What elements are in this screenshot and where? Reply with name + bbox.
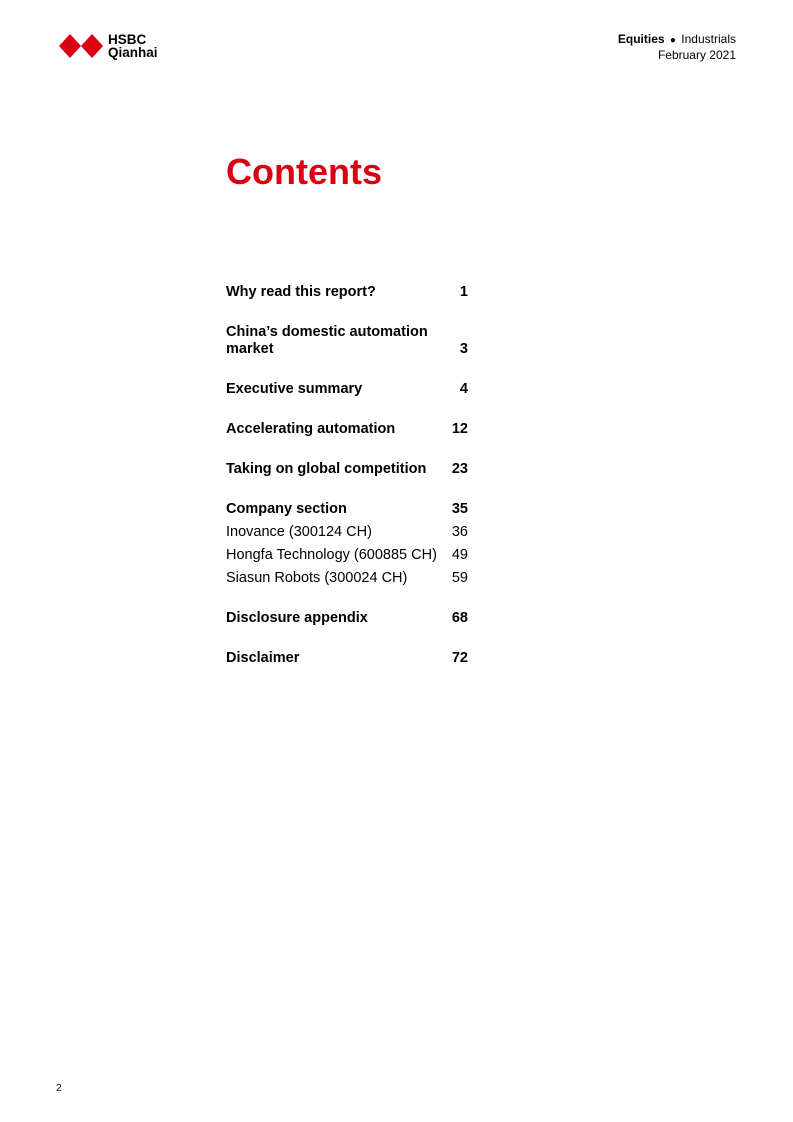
header-separator: ●: [669, 35, 676, 46]
report-header: [618, 32, 736, 63]
toc-entry-page: 72: [451, 650, 468, 666]
report-sector: Industrials: [681, 32, 736, 46]
toc-entry-page: 49: [451, 547, 468, 563]
toc-entry-page: 36: [451, 524, 468, 540]
toc-entry-label: Company section: [226, 501, 347, 517]
toc-entry-label: Why read this report?: [226, 283, 376, 300]
toc-entry[interactable]: [226, 461, 468, 479]
toc-entry-page: 23: [451, 461, 468, 477]
toc-entry[interactable]: [226, 610, 468, 628]
toc-subentry[interactable]: [226, 570, 468, 588]
toc-entry-page: 12: [451, 421, 468, 437]
report-date: February 2021: [657, 48, 736, 62]
toc-entry-label: Hongfa Technology (600885 CH): [226, 547, 437, 563]
toc-entry[interactable]: [226, 324, 468, 359]
toc-entry-page: 3: [459, 341, 468, 357]
brand-wordmark: [108, 33, 158, 59]
toc-entry[interactable]: [226, 501, 468, 519]
toc-entry-page: 35: [451, 501, 468, 517]
report-category: Equities: [617, 32, 665, 46]
toc-entry-page: 1: [459, 283, 468, 300]
toc-entry-label: Taking on global competition: [226, 461, 427, 477]
brand-line-2: Qianhai: [108, 45, 158, 60]
toc-entry-label: Executive summary: [226, 381, 363, 397]
toc-entry-label: Siasun Robots (300024 CH): [226, 570, 408, 586]
toc-entry-label: Inovance (300124 CH): [226, 524, 372, 540]
page-title: Contents: [226, 151, 382, 192]
toc-entry[interactable]: [226, 421, 468, 439]
toc-entry-page: 68: [451, 610, 468, 626]
brand-line-1: HSBC: [108, 32, 147, 47]
toc-subentry[interactable]: [226, 524, 468, 542]
table-of-contents: [226, 282, 468, 668]
toc-entry[interactable]: [226, 650, 468, 668]
toc-subentry[interactable]: [226, 547, 468, 565]
toc-entry-page: 59: [451, 570, 468, 586]
toc-entry[interactable]: [226, 284, 468, 302]
report-category-line: [618, 32, 736, 48]
toc-entry-label: China’s domestic automation market: [226, 323, 428, 357]
hsbc-hexagon-logo-icon: [59, 34, 103, 58]
toc-entry-page: 4: [459, 381, 468, 397]
brand-logo: [59, 33, 158, 59]
page-number: 2: [56, 1083, 62, 1094]
toc-entry[interactable]: [226, 381, 468, 399]
toc-entry-label: Accelerating automation: [226, 421, 396, 437]
toc-entry-label: Disclaimer: [226, 650, 300, 666]
toc-entry-label: Disclosure appendix: [226, 610, 368, 626]
